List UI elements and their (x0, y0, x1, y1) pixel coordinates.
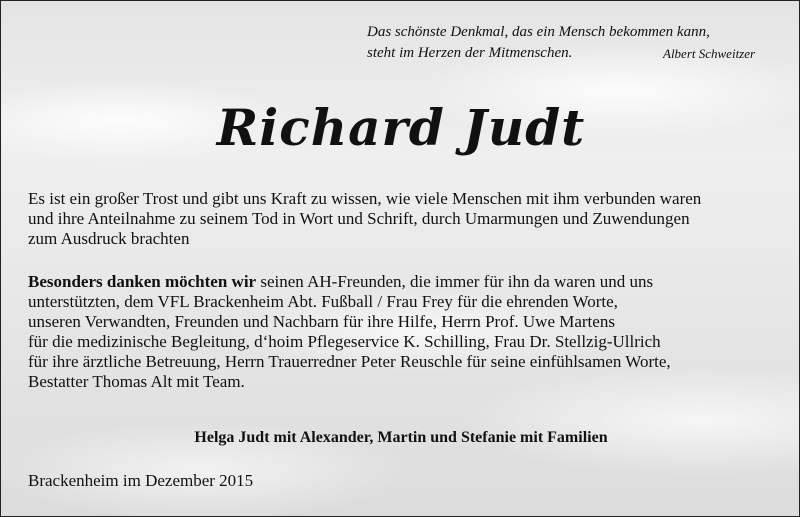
quote-line-2: steht im Herzen der Mitmenschen. (367, 45, 573, 61)
thanks-line-1-rest: seinen AH-Freunden, die immer für ihn da waren und uns (256, 272, 654, 291)
quote-block (367, 22, 787, 64)
paragraph-line: Es ist ein großer Trost und gibt uns Kraft zu wissen, wie viele Menschen mit ihm verbunden waren (28, 189, 702, 208)
paragraph-line: Bestatter Thomas Alt mit Team. (28, 372, 245, 391)
family-signature: Helga Judt mit Alexander, Martin und Stefanie mit Familien (194, 429, 608, 446)
thanks-intro-paragraph (28, 189, 788, 249)
quote-author: Albert Schweitzer (663, 46, 756, 61)
paragraph-line: unterstützten, dem VFL Brackenheim Abt. Fußball / Frau Frey für die ehrenden Worte, (28, 292, 618, 311)
quote-line-1: Das schönste Denkmal, das ein Mensch bekommen kann, (367, 24, 710, 40)
thanks-detail-paragraph (28, 272, 788, 392)
paragraph-line: für die medizinische Begleitung, d‘hoim Pflegeservice K. Schilling, Frau Dr. Stellzig-Ullrich (28, 332, 661, 351)
paragraph-line: unseren Verwandten, Freunden und Nachbarn für ihre Hilfe, Herrn Prof. Uwe Martens (28, 312, 615, 331)
paragraph-line: für ihre ärztliche Betreuung, Herrn Trauerredner Peter Reuschle für seine einfühlsamen Worte, (28, 352, 671, 371)
paragraph-line: zum Ausdruck brachten (28, 229, 190, 248)
thanks-lead: Besonders danken möchten wir (28, 272, 257, 291)
deceased-name: Richard Judt (216, 98, 586, 157)
paragraph-line: und ihre Anteilnahme zu seinem Tod in Wort und Schrift, durch Umarmungen und Zuwendungen (28, 209, 690, 228)
place-and-date: Brackenheim im Dezember 2015 (28, 471, 254, 490)
paragraph-line (28, 272, 788, 292)
